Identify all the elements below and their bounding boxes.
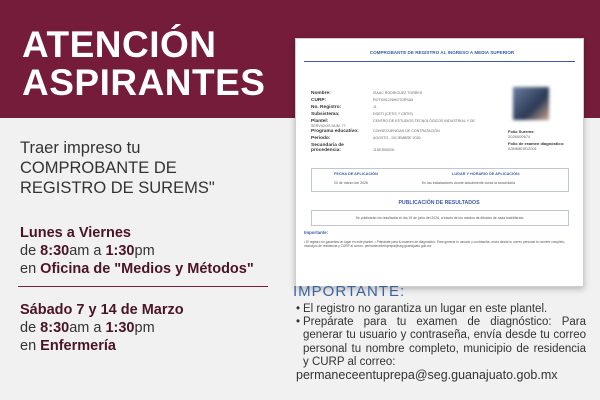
intro-line3: REGISTRO DE SUREMS" <box>20 179 215 197</box>
receipt-folios: Folio Suremx: 2026000674 Folio de examen diagnóstico: A3N65E0D2001 <box>508 129 565 151</box>
receipt-field: Subsistema: DGETI (CETIS Y CBTIS) <box>311 112 413 117</box>
receipt-results-title: PUBLICACIÓN DE RESULTADOS <box>398 200 480 206</box>
important-item: • El registro no garantiza un lugar en este plantel. <box>296 303 586 316</box>
student-photo <box>513 87 549 120</box>
schedule-saturday-hours: de 8:30am a 1:30pm <box>20 320 155 336</box>
receipt-important-title: Importante: <box>304 230 329 235</box>
receipt-field: Nombre: ISAAC RODRIGUEZ TORRES <box>311 91 423 96</box>
schedule-weekdays-days: Lunes a Viernes <box>20 225 131 241</box>
banner-title <box>22 26 265 102</box>
intro-block <box>20 138 280 198</box>
schedule-saturday <box>20 301 184 355</box>
receipt-field: Periodo: AGOSTO - DICIEMBRE 2026 <box>311 136 421 141</box>
receipt-application-table: FECHA DE APLICACIÓN LUGAR Y HORARIO DE APLICACIÓN: 20 de marzo del 2026 En las instalaciones donde actualmente cursa la secundaria <box>311 168 569 192</box>
receipt-title: COMPROBANTE DE REGISTRO AL INGRESO A MEDIA SUPERIOR <box>369 50 515 55</box>
receipt-field: Plantel: CENTRO DE ESTUDIOS TECNOLÓGICOS INDUSTRIAL Y DE SERVICIOS NUM. 77 <box>311 119 475 128</box>
schedule-saturday-days: Sábado 7 y 14 de Marzo <box>20 302 184 318</box>
intro-line1: Traer impreso tu <box>20 139 141 157</box>
banner-title-line1: ATENCIÓN <box>22 24 217 65</box>
receipt-field: CURP: ROTI051226HGTDRSA5 <box>311 98 414 103</box>
receipt-title-rule <box>304 61 575 62</box>
schedule-weekdays <box>20 224 254 278</box>
schedule-saturday-place: en Enfermería <box>20 338 116 354</box>
banner-title-line2: ASPIRANTES <box>22 62 266 103</box>
intro-line2: COMPROBANTE DE <box>20 159 177 177</box>
contact-email: permaneceentuprepa@seg.guanajuato.gob.mx <box>296 368 558 382</box>
section-divider <box>18 286 268 287</box>
receipt-field: Programa educativo: CONSECUENCIAS DE CONTRATACIÓN <box>311 129 440 134</box>
receipt-results-text: Se publicarán los resultados el día 19 de junio del 2026, a través de los medios de difusión de cada bachillerato. <box>311 210 569 226</box>
receipt-field: Secundaria de procedencia: 11DES0002K <box>311 143 395 153</box>
important-item: • Prepárate para tu examen de diagnóstico: Para generar tu usuario y contraseña, envía desde tu correo personal tu nombre completo, municipio de residencia y CURP al correo: <box>296 316 586 369</box>
receipt-field: No. Registro: 11 <box>311 105 377 110</box>
receipt-important-text: • El registro no garantiza un lugar en este plantel. • Prepárate para tu examen de diagnóstico: Para generar tu usuario y contraseña, envía desde tu correo personal tu nombre completo, municipio de residencia y CURP al correo: permaneceentuprepa@seg.guanajuato.gob.mx <box>304 240 566 248</box>
schedule-weekdays-place: en Oficina de "Medios y Métodos" <box>20 261 254 277</box>
important-heading: IMPORTANTE: <box>293 283 406 300</box>
important-list <box>296 303 586 369</box>
schedule-weekdays-hours: de 8:30am a 1:30pm <box>20 243 155 259</box>
registration-receipt-image <box>295 38 584 287</box>
